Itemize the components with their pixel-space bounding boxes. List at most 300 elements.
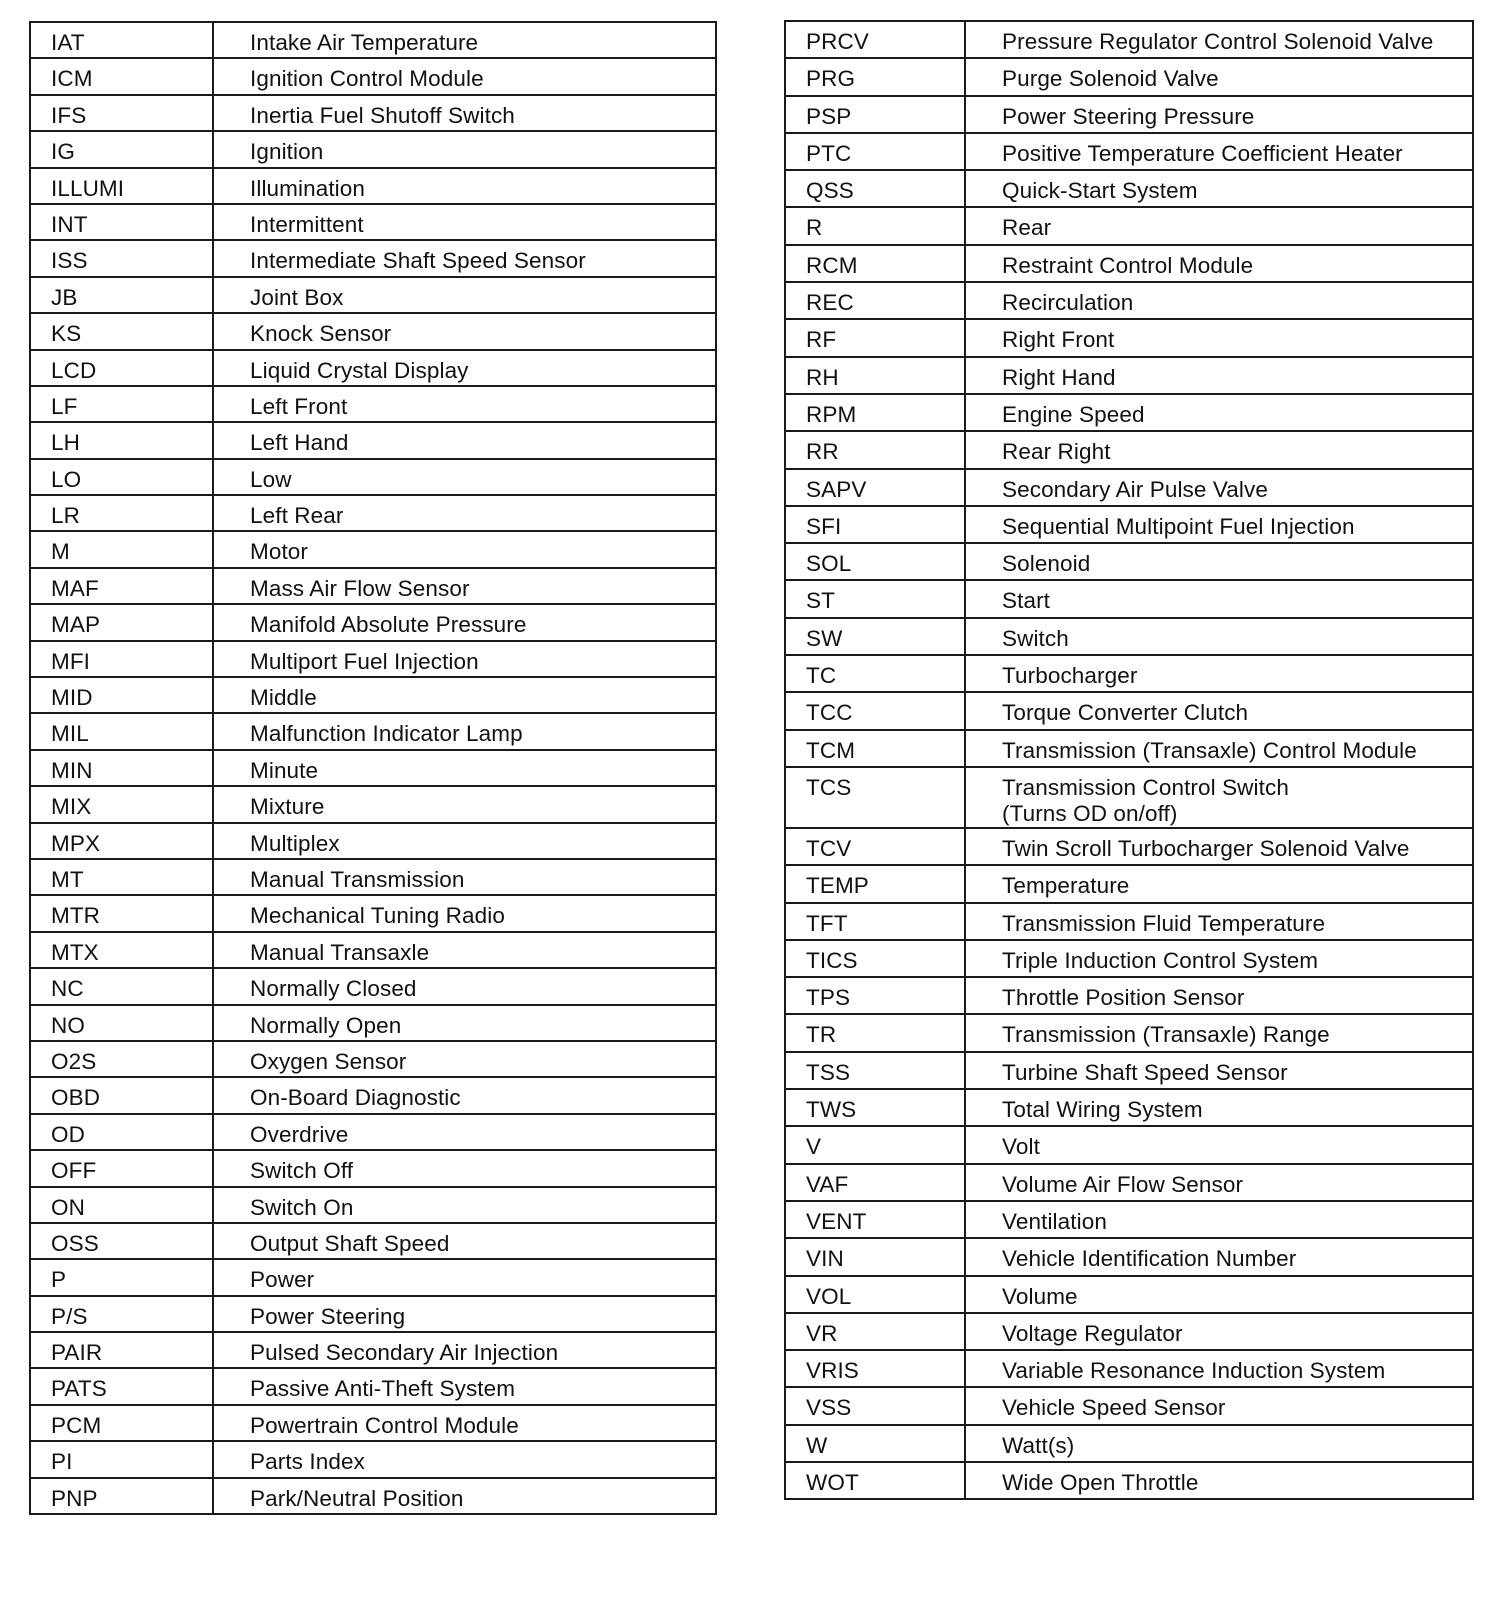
abbreviation-code: TSS	[785, 1052, 965, 1089]
table-row	[30, 677, 716, 713]
table-row	[30, 1077, 716, 1113]
abbreviation-meaning	[213, 1150, 716, 1186]
meaning-text-line2: (Turns OD on/off)	[1002, 800, 1178, 826]
meaning-text: Power	[250, 1267, 315, 1293]
meaning-text: Parts Index	[250, 1449, 365, 1475]
abbreviation-code: OD	[30, 1114, 213, 1150]
table-row	[785, 394, 1473, 431]
meaning-text: Multiplex	[250, 830, 340, 856]
abbreviation-meaning	[965, 506, 1473, 543]
meaning-text: Left Front	[250, 393, 348, 419]
abbreviation-meaning	[213, 459, 716, 495]
meaning-text: Manual Transaxle	[250, 939, 430, 965]
meaning-text: Normally Open	[250, 1012, 402, 1038]
table-row	[785, 1462, 1473, 1499]
table-row	[785, 1238, 1473, 1275]
meaning-text: Joint Box	[250, 284, 344, 310]
abbreviation-meaning	[965, 58, 1473, 95]
meaning-text: Engine Speed	[1002, 401, 1145, 427]
abbreviation-meaning	[965, 767, 1473, 828]
table-row	[30, 1223, 716, 1259]
meaning-text: Intermediate Shaft Speed Sensor	[250, 248, 586, 274]
abbreviation-meaning	[213, 1114, 716, 1150]
meaning-text: Volume Air Flow Sensor	[1002, 1171, 1244, 1197]
meaning-text: Middle	[250, 685, 317, 711]
table-row	[785, 543, 1473, 580]
table-row	[30, 350, 716, 386]
table-row	[785, 1052, 1473, 1089]
abbreviation-code: RF	[785, 319, 965, 356]
meaning-text: Quick-Start System	[1002, 178, 1198, 204]
abbreviation-code: VSS	[785, 1387, 965, 1424]
abbreviation-code: IAT	[30, 22, 213, 58]
abbreviation-code: TCM	[785, 730, 965, 767]
abbreviation-code: P	[30, 1259, 213, 1295]
meaning-text: Intake Air Temperature	[250, 30, 479, 55]
table-row	[30, 531, 716, 567]
abbreviation-meaning	[213, 204, 716, 240]
meaning-text: Watt(s)	[1002, 1432, 1075, 1458]
table-row	[785, 1201, 1473, 1238]
abbreviation-code: OFF	[30, 1150, 213, 1186]
abbreviation-code: PAIR	[30, 1332, 213, 1368]
abbreviation-meaning	[965, 940, 1473, 977]
meaning-text: Start	[1002, 588, 1051, 614]
table-row	[30, 495, 716, 531]
abbreviation-code: LR	[30, 495, 213, 531]
abbreviation-code: SFI	[785, 506, 965, 543]
table-row	[785, 1089, 1473, 1126]
table-row	[785, 977, 1473, 1014]
abbreviation-meaning	[213, 350, 716, 386]
table-row	[30, 859, 716, 895]
abbreviation-meaning	[213, 58, 716, 94]
meaning-text: Intermittent	[250, 211, 364, 237]
meaning-text: Transmission (Transaxle) Range	[1002, 1022, 1330, 1048]
table-row	[785, 730, 1473, 767]
abbreviation-code: IG	[30, 131, 213, 167]
table-row	[785, 1425, 1473, 1462]
meaning-text: Power Steering	[250, 1303, 406, 1329]
abbreviation-table-right	[784, 20, 1474, 1500]
table-row	[785, 207, 1473, 244]
table-row	[30, 1005, 716, 1041]
meaning-text: Purge Solenoid Valve	[1002, 66, 1219, 92]
abbreviation-meaning	[965, 865, 1473, 902]
table-row	[785, 21, 1473, 58]
meaning-text: Ignition	[250, 139, 324, 165]
abbreviation-code: NC	[30, 968, 213, 1004]
abbreviation-meaning	[213, 568, 716, 604]
abbreviation-meaning	[965, 207, 1473, 244]
abbreviation-meaning	[965, 580, 1473, 617]
abbreviation-meaning	[965, 21, 1473, 58]
abbreviation-meaning	[213, 1077, 716, 1113]
table-row	[785, 580, 1473, 617]
abbreviation-code: REC	[785, 282, 965, 319]
abbreviation-meaning	[213, 932, 716, 968]
table-row	[30, 386, 716, 422]
meaning-text: Manual Transmission	[250, 866, 465, 892]
table-body	[785, 21, 1473, 1499]
abbreviation-meaning	[213, 859, 716, 895]
abbreviation-meaning	[213, 131, 716, 167]
meaning-text: Liquid Crystal Display	[250, 357, 469, 383]
meaning-text: Malfunction Indicator Lamp	[250, 721, 523, 747]
abbreviation-meaning	[213, 1441, 716, 1477]
abbreviation-code: WOT	[785, 1462, 965, 1499]
abbreviation-code: LO	[30, 459, 213, 495]
abbreviation-code: OBD	[30, 1077, 213, 1113]
table-row	[30, 1296, 716, 1332]
table-row	[785, 940, 1473, 977]
meaning-text: Variable Resonance Induction System	[1002, 1358, 1386, 1384]
table-row	[30, 58, 716, 94]
meaning-text: Wide Open Throttle	[1002, 1469, 1199, 1495]
abbreviation-code: OSS	[30, 1223, 213, 1259]
abbreviation-code: PCM	[30, 1405, 213, 1441]
table-row	[785, 865, 1473, 902]
abbreviation-meaning	[965, 1462, 1473, 1499]
abbreviation-code: W	[785, 1425, 965, 1462]
abbreviation-meaning	[213, 22, 716, 58]
abbreviation-meaning	[213, 1332, 716, 1368]
table-row	[785, 903, 1473, 940]
table-row	[30, 750, 716, 786]
abbreviation-meaning	[965, 1052, 1473, 1089]
abbreviation-code: MIN	[30, 750, 213, 786]
meaning-text: Transmission (Transaxle) Control Module	[1002, 737, 1417, 763]
abbreviation-code: TWS	[785, 1089, 965, 1126]
abbreviation-meaning	[213, 1041, 716, 1077]
abbreviation-code: SAPV	[785, 469, 965, 506]
abbreviation-meaning	[965, 1425, 1473, 1462]
abbreviation-code: VENT	[785, 1201, 965, 1238]
meaning-text: Mass Air Flow Sensor	[250, 575, 470, 601]
abbreviation-code: MT	[30, 859, 213, 895]
abbreviation-meaning	[213, 95, 716, 131]
abbreviation-meaning	[965, 431, 1473, 468]
abbreviation-code: PSP	[785, 96, 965, 133]
abbreviation-code: TR	[785, 1014, 965, 1051]
meaning-text: Pulsed Secondary Air Injection	[250, 1340, 559, 1366]
abbreviation-code: MID	[30, 677, 213, 713]
abbreviation-meaning	[213, 495, 716, 531]
abbreviation-code: VAF	[785, 1164, 965, 1201]
table-row	[30, 204, 716, 240]
abbreviation-code: PRG	[785, 58, 965, 95]
table-row	[30, 604, 716, 640]
meaning-text: Temperature	[1002, 873, 1130, 899]
table-row	[30, 1478, 716, 1514]
meaning-text: Minute	[250, 757, 319, 783]
table-row	[30, 1368, 716, 1404]
abbreviation-meaning	[965, 319, 1473, 356]
meaning-text: Transmission Fluid Temperature	[1002, 910, 1326, 936]
meaning-text: Right Hand	[1002, 364, 1116, 390]
abbreviation-code: TC	[785, 655, 965, 692]
meaning-text: Inertia Fuel Shutoff Switch	[250, 102, 515, 128]
abbreviation-meaning	[965, 655, 1473, 692]
meaning-text: Transmission Control Switch	[1002, 774, 1289, 800]
table-row	[785, 692, 1473, 729]
meaning-text: Volt	[1002, 1134, 1040, 1160]
abbreviation-meaning	[213, 531, 716, 567]
meaning-text: Total Wiring System	[1002, 1097, 1203, 1123]
table-row	[785, 431, 1473, 468]
abbreviation-code: TEMP	[785, 865, 965, 902]
abbreviation-meaning	[213, 823, 716, 859]
meaning-text: Manifold Absolute Pressure	[250, 612, 527, 638]
table-body	[30, 22, 716, 1514]
abbreviation-meaning	[213, 641, 716, 677]
table-row	[785, 170, 1473, 207]
abbreviation-meaning	[965, 245, 1473, 282]
table-row	[785, 767, 1473, 828]
abbreviation-code: TFT	[785, 903, 965, 940]
meaning-text: Motor	[250, 539, 309, 565]
meaning-text: Power Steering Pressure	[1002, 103, 1255, 129]
abbreviation-meaning	[965, 1350, 1473, 1387]
abbreviation-meaning	[965, 618, 1473, 655]
table-row	[30, 277, 716, 313]
meaning-text: Illumination	[250, 175, 366, 201]
table-row	[30, 1259, 716, 1295]
table-row	[785, 1387, 1473, 1424]
meaning-text: Overdrive	[250, 1121, 349, 1147]
meaning-text: Output Shaft Speed	[250, 1230, 450, 1256]
abbreviation-meaning	[965, 357, 1473, 394]
table-row	[785, 655, 1473, 692]
abbreviation-meaning	[213, 604, 716, 640]
meaning-text: Ignition Control Module	[250, 66, 484, 92]
abbreviation-code: VR	[785, 1313, 965, 1350]
meaning-text: Left Hand	[250, 430, 349, 456]
abbreviation-code: MIL	[30, 713, 213, 749]
table-row	[785, 828, 1473, 865]
abbreviation-code: MIX	[30, 786, 213, 822]
abbreviation-meaning	[213, 1296, 716, 1332]
table-row	[30, 1150, 716, 1186]
meaning-text: Multiport Fuel Injection	[250, 648, 479, 674]
abbreviation-code: R	[785, 207, 965, 244]
meaning-text: Sequential Multipoint Fuel Injection	[1002, 513, 1355, 539]
table-row	[785, 1014, 1473, 1051]
table-row	[30, 95, 716, 131]
table-row	[30, 895, 716, 931]
meaning-text: Mechanical Tuning Radio	[250, 903, 505, 929]
abbreviation-code: NO	[30, 1005, 213, 1041]
abbreviation-meaning	[213, 422, 716, 458]
abbreviation-code: KS	[30, 313, 213, 349]
meaning-text: Volume	[1002, 1283, 1078, 1309]
table-row	[785, 245, 1473, 282]
meaning-text: On-Board Diagnostic	[250, 1085, 461, 1111]
abbreviation-meaning	[965, 1387, 1473, 1424]
meaning-text: Turbine Shaft Speed Sensor	[1002, 1059, 1288, 1085]
abbreviation-code: QSS	[785, 170, 965, 207]
abbreviation-code: LH	[30, 422, 213, 458]
abbreviation-meaning	[213, 786, 716, 822]
abbreviation-code: TPS	[785, 977, 965, 1014]
table-row	[785, 58, 1473, 95]
table-row	[30, 568, 716, 604]
abbreviation-code: SOL	[785, 543, 965, 580]
table-row	[30, 131, 716, 167]
meaning-text: Passive Anti-Theft System	[250, 1376, 516, 1402]
table-row	[785, 506, 1473, 543]
abbreviation-meaning	[965, 828, 1473, 865]
meaning-text: Recirculation	[1002, 290, 1134, 316]
abbreviation-meaning	[965, 1126, 1473, 1163]
meaning-text: Rear	[1002, 215, 1052, 241]
abbreviation-meaning	[965, 394, 1473, 431]
meaning-text: Rear Right	[1002, 439, 1111, 465]
table-row	[30, 1332, 716, 1368]
table-row	[785, 469, 1473, 506]
abbreviation-code: SW	[785, 618, 965, 655]
abbreviation-code: M	[30, 531, 213, 567]
abbreviation-code: ILLUMI	[30, 168, 213, 204]
table-row	[30, 240, 716, 276]
table-row	[785, 1126, 1473, 1163]
abbreviation-code: PTC	[785, 133, 965, 170]
abbreviation-code: V	[785, 1126, 965, 1163]
meaning-text: Normally Closed	[250, 976, 417, 1002]
meaning-text: Twin Scroll Turbocharger Solenoid Valve	[1002, 835, 1410, 861]
table-row	[785, 357, 1473, 394]
abbreviation-code: P/S	[30, 1296, 213, 1332]
meaning-text: Positive Temperature Coefficient Heater	[1002, 140, 1403, 166]
abbreviation-code: MAF	[30, 568, 213, 604]
table-row	[785, 96, 1473, 133]
abbreviation-code: ON	[30, 1187, 213, 1223]
abbreviation-meaning	[965, 903, 1473, 940]
table-row	[30, 459, 716, 495]
abbreviation-meaning	[213, 1478, 716, 1514]
table-row	[785, 282, 1473, 319]
abbreviation-meaning	[965, 1276, 1473, 1313]
abbreviation-meaning	[213, 750, 716, 786]
meaning-text: Ventilation	[1002, 1208, 1107, 1234]
abbreviation-meaning	[965, 133, 1473, 170]
abbreviation-meaning	[213, 677, 716, 713]
abbreviation-code: VIN	[785, 1238, 965, 1275]
abbreviation-code: TICS	[785, 940, 965, 977]
meaning-text: Secondary Air Pulse Valve	[1002, 476, 1268, 502]
table-row	[30, 968, 716, 1004]
meaning-text: Powertrain Control Module	[250, 1412, 519, 1438]
abbreviation-code: TCV	[785, 828, 965, 865]
abbreviation-code: ICM	[30, 58, 213, 94]
abbreviation-code: JB	[30, 277, 213, 313]
abbreviation-table-left	[29, 21, 717, 1515]
abbreviation-meaning	[965, 1164, 1473, 1201]
meaning-text: Switch	[1002, 625, 1069, 651]
abbreviation-code: MPX	[30, 823, 213, 859]
abbreviation-meaning	[213, 968, 716, 1004]
abbreviation-code: ISS	[30, 240, 213, 276]
meaning-text: Throttle Position Sensor	[1002, 985, 1245, 1011]
abbreviation-meaning	[965, 1089, 1473, 1126]
abbreviation-meaning	[965, 1238, 1473, 1275]
abbreviation-meaning	[965, 977, 1473, 1014]
meaning-text: Pressure Regulator Control Solenoid Valve	[1002, 29, 1434, 54]
table-row	[30, 713, 716, 749]
abbreviation-code: LCD	[30, 350, 213, 386]
table-row	[30, 422, 716, 458]
abbreviation-code: ST	[785, 580, 965, 617]
abbreviation-meaning	[965, 692, 1473, 729]
abbreviation-meaning	[965, 282, 1473, 319]
abbreviation-code: RPM	[785, 394, 965, 431]
table-row	[30, 786, 716, 822]
meaning-text: Park/Neutral Position	[250, 1485, 464, 1511]
meaning-text: Mixture	[250, 794, 325, 820]
abbreviation-code: PATS	[30, 1368, 213, 1404]
abbreviation-code: PNP	[30, 1478, 213, 1514]
table-row	[30, 641, 716, 677]
meaning-text: Solenoid	[1002, 551, 1091, 577]
abbreviation-meaning	[965, 543, 1473, 580]
meaning-text: Vehicle Identification Number	[1002, 1246, 1297, 1272]
abbreviation-meaning	[213, 713, 716, 749]
meaning-text: Low	[250, 466, 292, 492]
abbreviation-meaning	[965, 170, 1473, 207]
abbreviation-meaning	[965, 469, 1473, 506]
table-row	[30, 22, 716, 58]
abbreviation-meaning	[213, 277, 716, 313]
table-row	[30, 1441, 716, 1477]
meaning-text: Restraint Control Module	[1002, 252, 1254, 278]
abbreviation-code: PRCV	[785, 21, 965, 58]
abbreviation-code: INT	[30, 204, 213, 240]
abbreviation-code: IFS	[30, 95, 213, 131]
abbreviation-code: O2S	[30, 1041, 213, 1077]
meaning-text: Switch Off	[250, 1158, 354, 1184]
abbreviation-code: TCC	[785, 692, 965, 729]
table-row	[30, 1187, 716, 1223]
meaning-text: Knock Sensor	[250, 321, 392, 347]
abbreviation-meaning	[965, 96, 1473, 133]
meaning-text: Torque Converter Clutch	[1002, 700, 1249, 726]
abbreviation-code: RCM	[785, 245, 965, 282]
table-row	[785, 1313, 1473, 1350]
meaning-text: Left Rear	[250, 503, 344, 529]
abbreviation-meaning	[213, 1187, 716, 1223]
table-row	[785, 1164, 1473, 1201]
meaning-text: Switch On	[250, 1194, 354, 1220]
abbreviation-code: MTX	[30, 932, 213, 968]
abbreviation-meaning	[965, 730, 1473, 767]
table-row	[785, 133, 1473, 170]
abbreviation-meaning	[965, 1313, 1473, 1350]
abbreviation-meaning	[213, 1223, 716, 1259]
abbreviation-code: RH	[785, 357, 965, 394]
abbreviation-meaning	[213, 386, 716, 422]
abbreviation-meaning	[213, 1005, 716, 1041]
abbreviation-meaning	[213, 313, 716, 349]
abbreviation-code: MFI	[30, 641, 213, 677]
abbreviation-meaning	[213, 240, 716, 276]
table-row	[785, 618, 1473, 655]
table-row	[30, 823, 716, 859]
abbreviation-code: VOL	[785, 1276, 965, 1313]
abbreviation-code: MAP	[30, 604, 213, 640]
meaning-text: Right Front	[1002, 327, 1115, 353]
abbreviation-meaning	[213, 895, 716, 931]
abbreviation-code: TCS	[785, 767, 965, 828]
